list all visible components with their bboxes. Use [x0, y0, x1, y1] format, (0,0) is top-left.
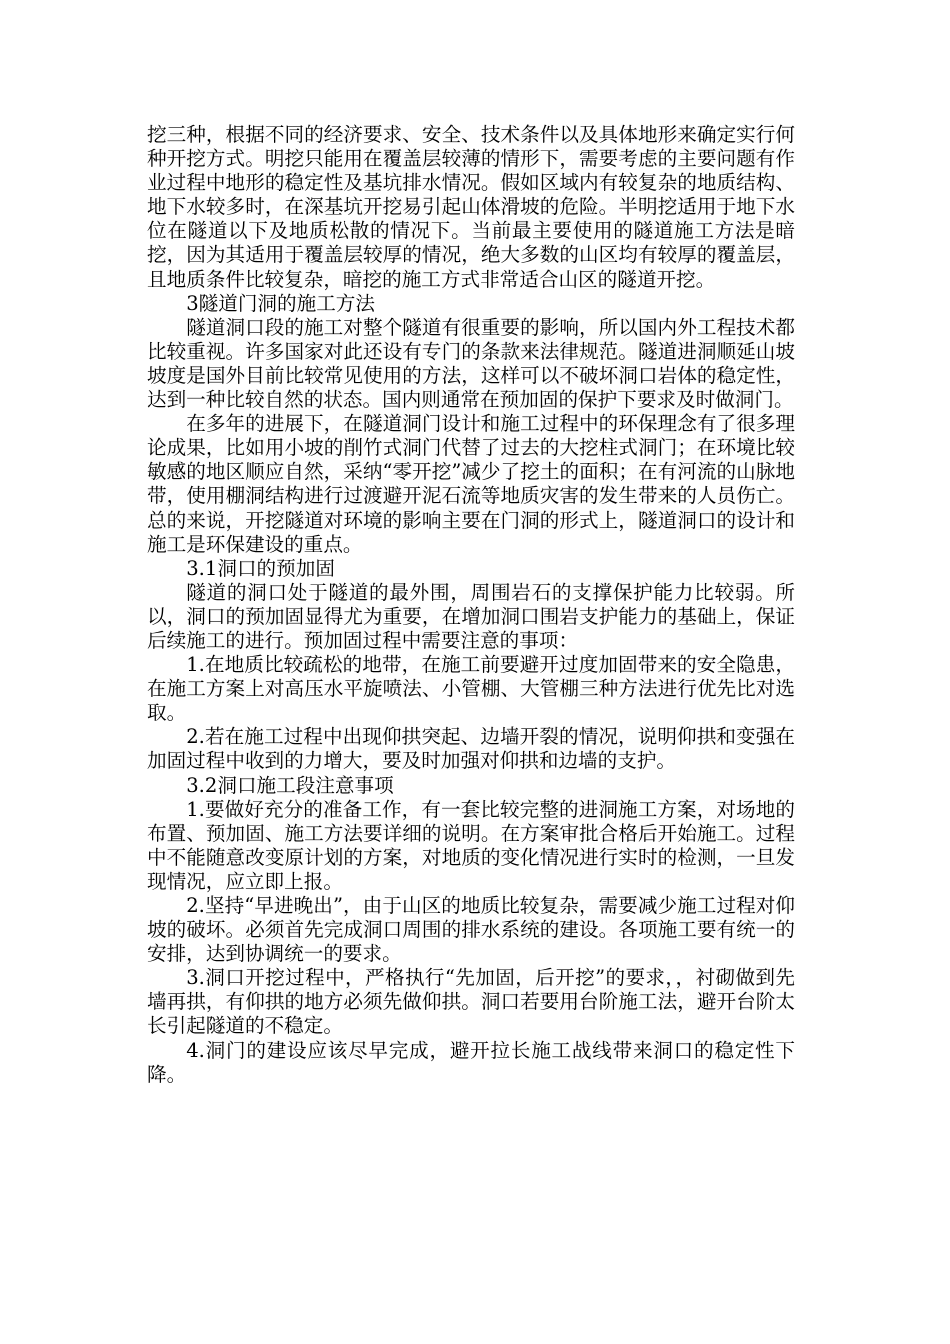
list-item-3-2-2: 2.坚持“早进晚出”，由于山区的地质比较复杂，需要减少施工过程对仰坡的破坏。必须首先完成洞口周围的排水系统的建设。各项施工要有统一的安排，达到协调统一的要求。	[147, 894, 795, 966]
list-item-3-2-4: 4.洞门的建设应该尽早完成，避开拉长施工战线带来洞口的稳定性下降。	[147, 1038, 795, 1086]
list-item-3-1-2: 2.若在施工过程中出现仰拱突起、边墙开裂的情况，说明仰拱和变强在加固过程中收到的力增大，要及时加强对仰拱和边墙的支护。	[147, 725, 795, 773]
list-item-3-1-1: 1.在地质比较疏松的地带，在施工前要避开过度加固带来的安全隐患，在施工方案上对高压水平旋喷法、小管棚、大管棚三种方法进行优先比对选取。	[147, 653, 795, 725]
document-body	[147, 123, 795, 1087]
section-heading-3-1: 3.1洞口的预加固	[186, 556, 335, 580]
section-heading-3: 3隧道门洞的施工方法	[186, 291, 375, 315]
paragraph-environmental-concepts: 在多年的进展下，在隧道洞门设计和施工过程中的环保理念有了很多理论成果，比如用小坡的削竹式洞门代替了过去的大挖柱式洞门；在环境比较敏感的地区顺应自然，采纳“零开挖”减少了挖土的面积；在有河流的山脉地带，使用棚洞结构进行过渡避开泥石流等地质灾害的发生带来的人员伤亡。总的来说，开挖隧道对环境的影响主要在门洞的形式上，隧道洞口的设计和施工是环保建设的重点。	[147, 412, 795, 556]
paragraph-portal-importance: 隧道洞口段的施工对整个隧道有很重要的影响，所以国内外工程技术都比较重视。许多国家对此还设有专门的条款来法律规范。隧道进洞顺延山坡坡度是国外目前比较常见使用的方法，这样可以不破坏洞口岩体的稳定性，达到一种比较自然的状态。国内则通常在预加固的保护下要求及时做洞门。	[147, 315, 795, 412]
paragraph-continued-excavation-methods: 挖三种，根据不同的经济要求、安全、技术条件以及具体地形来确定实行何种开挖方式。明挖只能用在覆盖层较薄的情形下，需要考虑的主要问题有作业过程中地形的稳定性及基坑排水情况。假如区域内有较复杂的地质结构、地下水较多时，在深基坑开挖易引起山体滑坡的危险。半明挖适用于地下水位在隧道以下及地质松散的情况下。当前最主要使用的隧道施工方法是暗挖，因为其适用于覆盖层较厚的情况，绝大多数的山区均有较厚的覆盖层，且地质条件比较复杂，暗挖的施工方式非常适合山区的隧道开挖。	[147, 123, 795, 291]
list-item-3-2-1: 1.要做好充分的准备工作，有一套比较完整的进洞施工方案，对场地的布置、预加固、施工方法要详细的说明。在方案审批合格后开始施工。过程中不能随意改变原计划的方案，对地质的变化情况进行实时的检测，一旦发现情况，应立即上报。	[147, 797, 795, 893]
list-item-3-2-3: 3.洞口开挖过程中，严格执行“先加固，后开挖”的要求，，衬砌做到先墙再拱，有仰拱的地方必须先做仰拱。洞口若要用台阶施工法，避开台阶太长引起隧道的不稳定。	[147, 966, 795, 1038]
paragraph-pre-reinforcement: 隧道的洞口处于隧道的最外围，周围岩石的支撑保护能力比较弱。所以，洞口的预加固显得尤为重要，在增加洞口围岩支护能力的基础上，保证后续施工的进行。预加固过程中需要注意的事项：	[147, 580, 795, 652]
section-heading-3-2: 3.2洞口施工段注意事项	[186, 773, 394, 797]
